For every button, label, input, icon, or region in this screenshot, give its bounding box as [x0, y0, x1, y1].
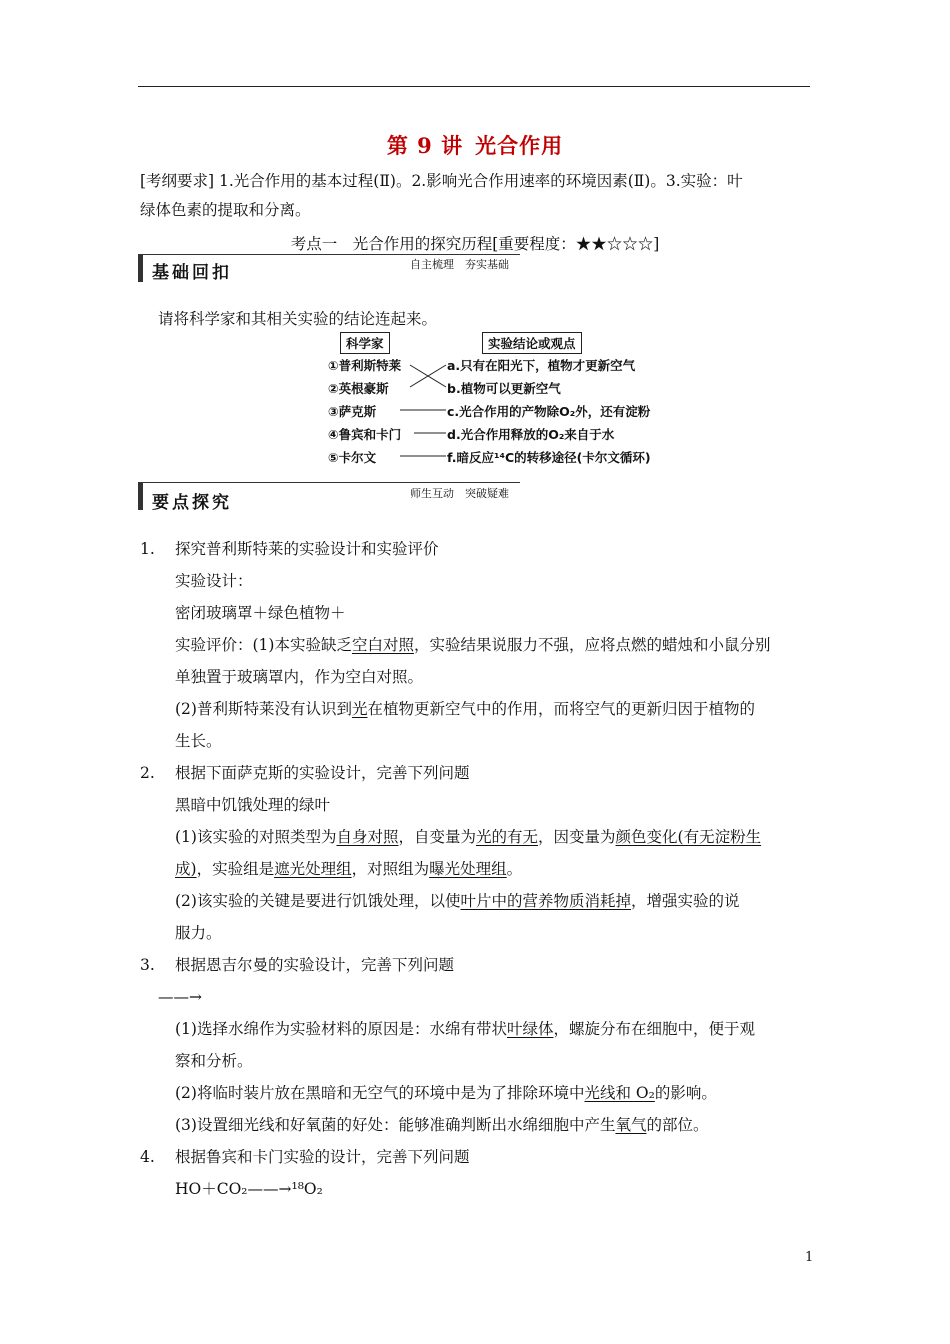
item-number: 1. — [140, 540, 155, 558]
text-run: (1)选择水绵作为实验材料的原因是：水绵有带状 — [175, 1020, 507, 1038]
arrow-glyph: ——→ — [158, 988, 202, 1006]
answer-blank: 自身对照 — [336, 828, 399, 846]
page-title — [0, 130, 950, 160]
section-rule — [138, 482, 520, 483]
conclusion-item: b.植物可以更新空气 — [447, 381, 561, 396]
item-line: 察和分析。 — [175, 1052, 253, 1070]
text-run: 实验评价：(1)本实验缺乏 — [175, 636, 352, 654]
answer-blank: 遮光处理组 — [274, 860, 352, 878]
answer-blank: 光的有无 — [476, 828, 539, 846]
page-number: 1 — [805, 1250, 814, 1265]
section-title-basics: 基础回扣 — [152, 263, 232, 283]
lecture-topic: 光合作用 — [475, 133, 564, 158]
answer-blank: 成) — [175, 860, 197, 878]
lecture-number: 第 9 讲 — [386, 133, 464, 158]
text-run: (2)普利斯特莱没有认识到 — [175, 700, 352, 718]
item-number: 2. — [140, 764, 155, 782]
answer-blank: 颜色变化(有无淀粉生 — [615, 828, 762, 846]
scientist-item: ①普利斯特莱 — [328, 358, 402, 373]
conclusion-item: c.光合作用的产物除O₂外，还有淀粉 — [447, 404, 651, 419]
item-line — [175, 890, 740, 912]
answer-blank: 曝光处理组 — [429, 860, 507, 878]
conclusion-item: f.暗反应¹⁴C的转移途径(卡尔文循环) — [447, 450, 651, 465]
matching-lines — [400, 355, 450, 465]
item-line — [175, 634, 771, 656]
text-run: (2)将临时装片放在黑暗和无空气的环境中是为了排除环境中 — [175, 1084, 585, 1102]
text-run: 。 — [506, 860, 523, 878]
matching-instruction: 请将科学家和其相关实验的结论连起来。 — [158, 310, 438, 328]
conclusion-item: a.只有在阳光下，植物才更新空气 — [447, 358, 636, 373]
item-line: 黑暗中饥饿处理的绿叶 — [175, 796, 331, 814]
item-number: 3. — [140, 956, 155, 974]
text-run: ，螺旋分布在细胞中，便于观 — [553, 1020, 755, 1038]
text-run: ，实验组是 — [196, 860, 275, 878]
text-run: (2)该实验的关键是要进行饥饿处理，以使 — [175, 892, 461, 910]
answer-blank: 光线和 O₂ — [584, 1084, 655, 1102]
text-run: ，对照组为 — [351, 860, 430, 878]
section-bar — [138, 254, 143, 282]
item-line: 单独置于玻璃罩内，作为空白对照。 — [175, 668, 424, 686]
item-heading: 根据鲁宾和卡门实验的设计，完善下列问题 — [175, 1148, 470, 1166]
reaction-formula: HO＋CO₂——→¹⁸O₂ — [175, 1180, 323, 1198]
item-line — [175, 1018, 755, 1040]
scientist-item: ②英根豪斯 — [328, 381, 389, 396]
section-rule — [138, 254, 520, 255]
item-line: 服力。 — [175, 924, 222, 942]
item-line — [175, 858, 522, 880]
scientist-item: ③萨克斯 — [328, 404, 377, 419]
text-run: 在植物更新空气中的作用，而将空气的更新归因于植物的 — [367, 700, 755, 718]
item-line — [175, 698, 755, 720]
item-line: 密闭玻璃罩＋绿色植物＋ — [175, 604, 346, 622]
item-line — [175, 1114, 709, 1136]
answer-blank: 叶片中的营养物质消耗掉 — [460, 892, 631, 910]
text-run: 的影响。 — [654, 1084, 717, 1102]
answer-blank: 光 — [351, 700, 368, 718]
item-number: 4. — [140, 1148, 155, 1166]
section-bar — [138, 482, 143, 510]
item-heading: 探究普利斯特莱的实验设计和实验评价 — [175, 540, 439, 558]
text-run: ，因变量为 — [538, 828, 616, 846]
text-run: (1)该实验的对照类型为 — [175, 828, 337, 846]
answer-blank: 空白对照 — [351, 636, 414, 654]
section-subtitle-key-points: 师生互动 突破疑难 — [410, 487, 509, 500]
answer-blank: 叶绿体 — [506, 1020, 554, 1038]
conclusion-item: d.光合作用释放的O₂来自于水 — [447, 427, 615, 442]
section-title-key-points: 要点探究 — [152, 493, 232, 513]
item-line: 实验设计： — [175, 572, 253, 590]
exam-requirements-line1: [考纲要求] 1.光合作用的基本过程(Ⅱ)。2.影响光合作用速率的环境因素(Ⅱ)。3.实验：叶 — [140, 172, 743, 190]
item-line — [175, 826, 761, 848]
scientist-item: ⑤卡尔文 — [328, 450, 377, 465]
text-run: ，实验结果说服力不强，应将点燃的蜡烛和小鼠分别 — [413, 636, 771, 654]
section-subtitle-basics: 自主梳理 夯实基础 — [410, 258, 509, 271]
text-run: ，增强实验的说 — [630, 892, 740, 910]
answer-blank: 氧气 — [615, 1116, 647, 1134]
header-rule — [138, 86, 810, 87]
text-run: (3)设置细光线和好氧菌的好处：能够准确判断出水绵细胞中产生 — [175, 1116, 616, 1134]
item-heading: 根据下面萨克斯的实验设计，完善下列问题 — [175, 764, 470, 782]
text-run: ，自变量为 — [398, 828, 476, 846]
conclusion-header: 实验结论或观点 — [482, 332, 582, 354]
text-run: 的部位。 — [646, 1116, 709, 1134]
item-line — [175, 1082, 717, 1104]
scientist-item: ④鲁宾和卡门 — [328, 427, 402, 442]
topic-heading: 考点一 光合作用的探究历程[重要程度：★★☆☆☆] — [290, 235, 660, 253]
item-line: 生长。 — [175, 732, 222, 750]
scientist-header: 科学家 — [340, 332, 390, 354]
exam-requirements-line2: 绿体色素的提取和分离。 — [140, 201, 311, 219]
item-heading: 根据恩吉尔曼的实验设计，完善下列问题 — [175, 956, 455, 974]
